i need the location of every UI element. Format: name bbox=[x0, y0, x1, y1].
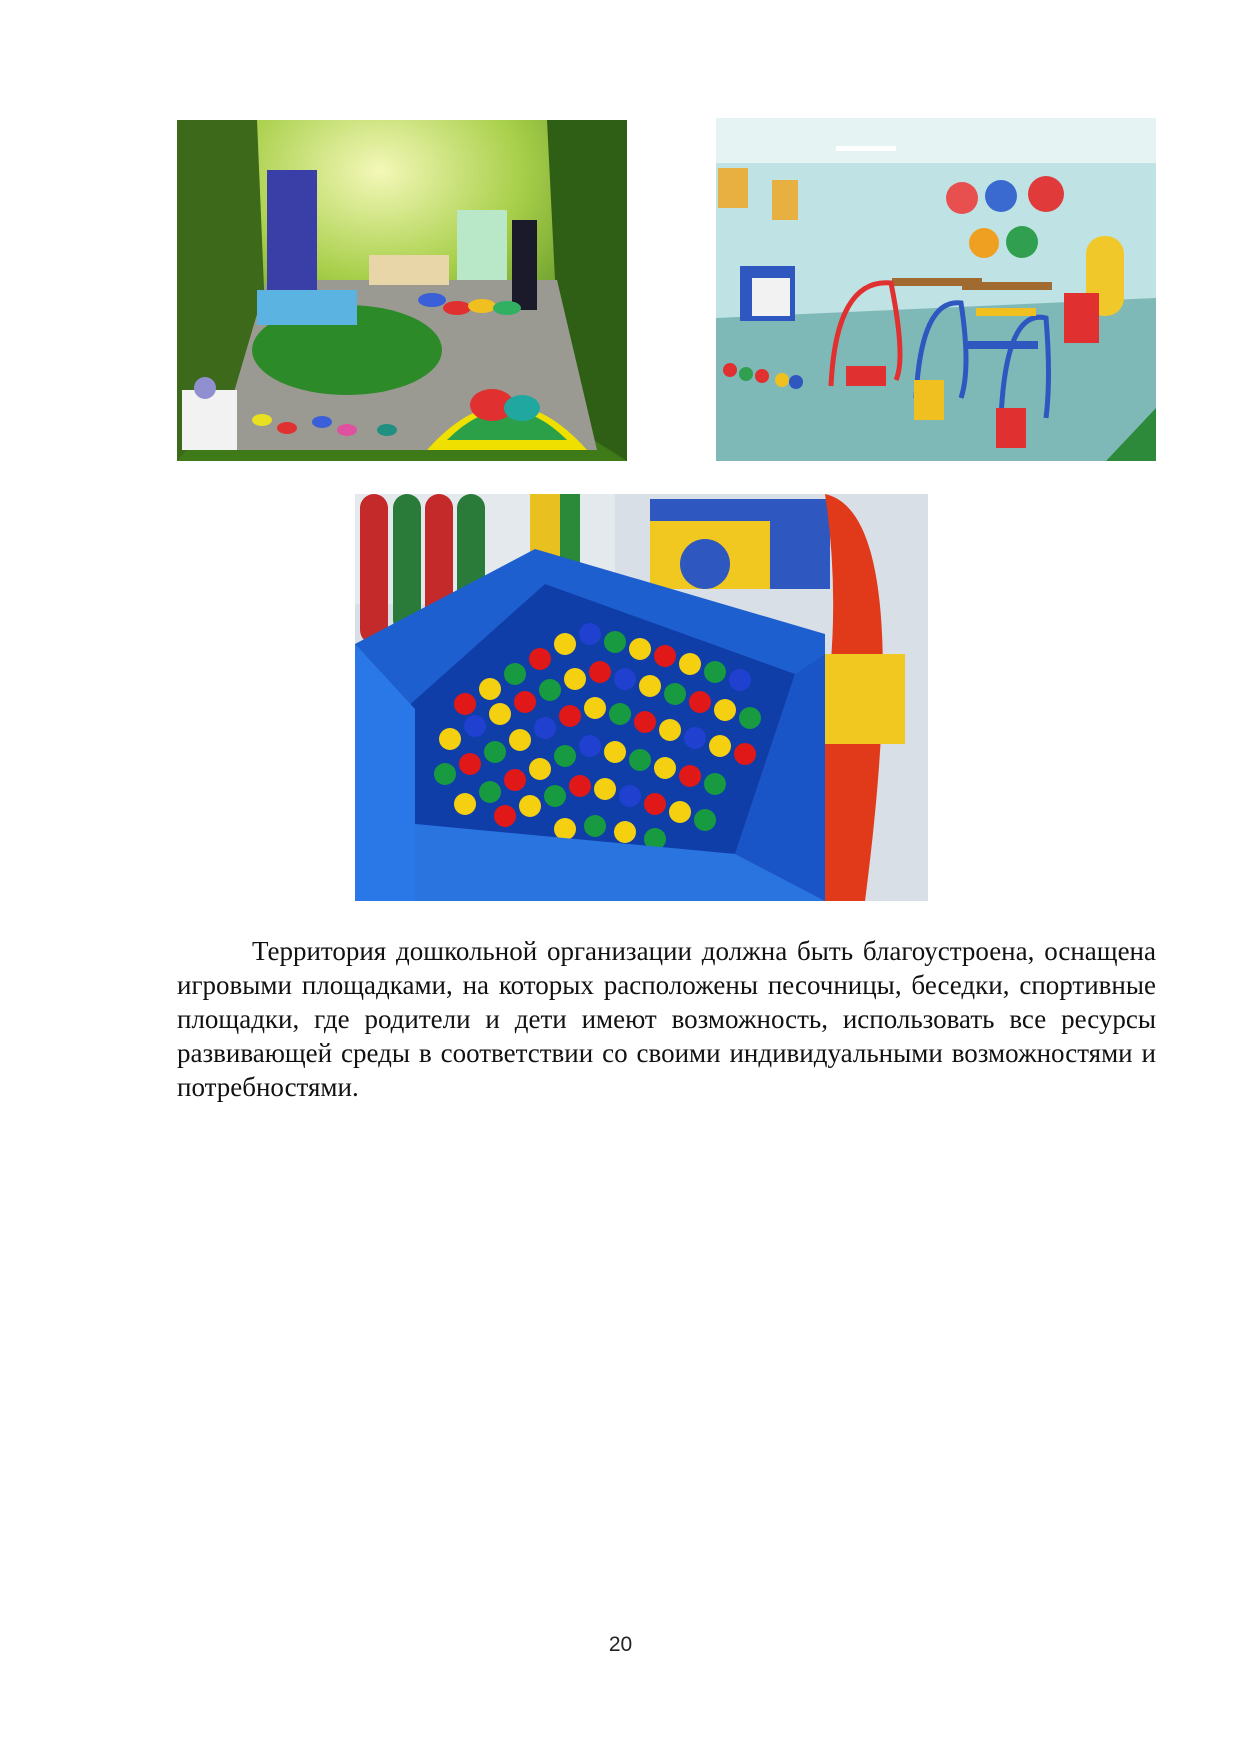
gym-room-photo bbox=[716, 118, 1156, 461]
sensory-room-photo bbox=[177, 120, 627, 461]
body-paragraph: Территория дошкольной организации должна быть благоустроена, оснащена игровыми площадками, на которых расположены песочницы, беседки, спортивные площадки, где родители и дети имеют возможность, использовать все ресурсы развивающей среды в соответствии со своими индивидуальными возможностями и потребностями. bbox=[177, 936, 1156, 1102]
page-number: 20 bbox=[608, 1633, 633, 1656]
ball-pit-photo bbox=[355, 494, 928, 901]
